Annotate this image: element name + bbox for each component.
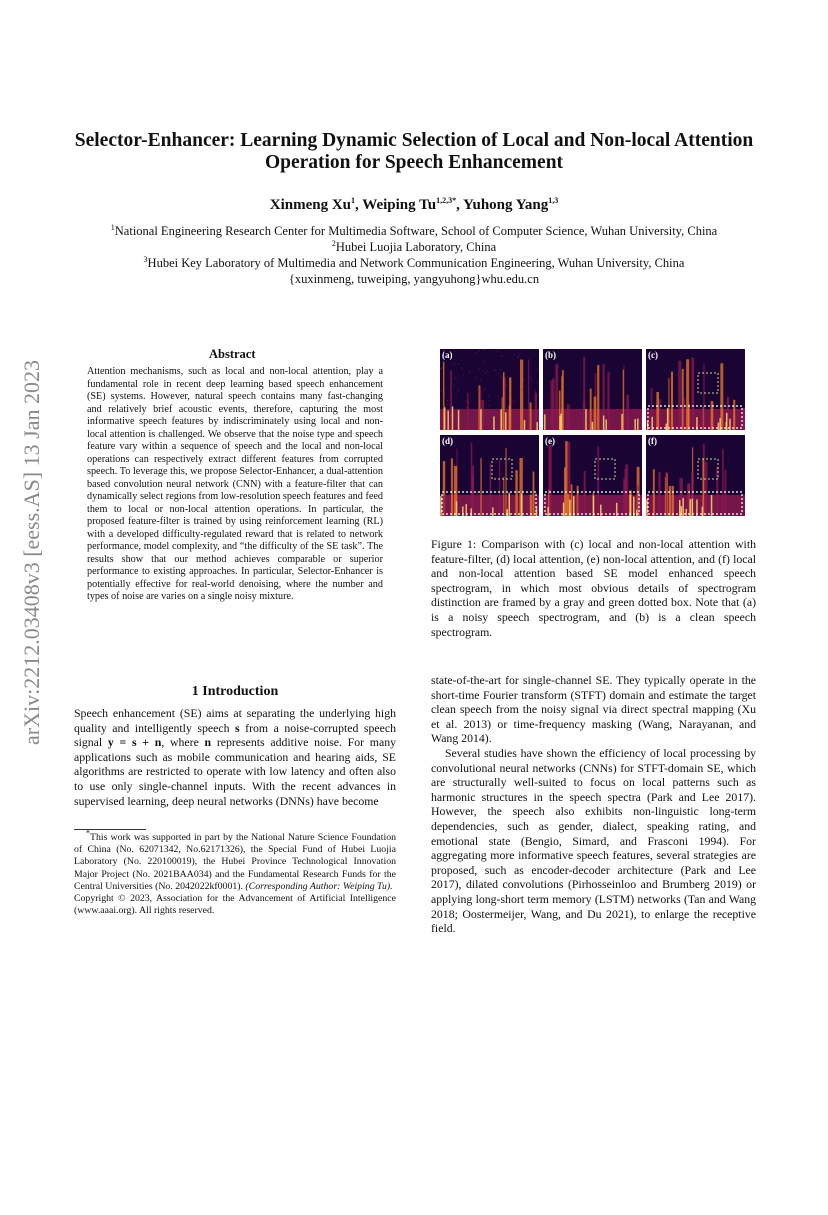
abstract-text: Attention mechanisms, such as local and non-local attention, play a fundamental role in recent deep learning based speech enhancement (SE) systems. However, natural speech contains many fast-changing and relatively brief acoustic events, therefore, capturing the most informative speech features by indiscriminately using local and non-local attention is challenged. We observe that the noise type and speech feature vary within a sequence of speech and the local and non-local operations can respectively extract different features from corrupted speech. To leverage this, we propose Selector-Enhancer, a dual-attention based convolution neural network (CNN) with a feature-filter that can dynamically select regions from low-resolution speech features and feed them to local or non-local attention operations. In particular, the proposed feature-filter is trained by using reinforcement learning (RL) with a developed difficulty-regulated reward that is related to network performance, model complexity, and “the difficulty of the SE task”. The results show that our method achieves comparable or superior performance to existing approaches. In particular, Selector-Enhancer is potentially effective for real-world denoising, where the number and types of noise are varies on a single noisy mixture. [87, 366, 383, 602]
text-run: represents additive noise. For many applications such as mobile communication and hearing aids, SE algorithms are restricted to operate with low latency and often also to use only single-channel inputs. With the recent advances in supervised learning, deep neural networks (DNNs) have become [74, 735, 396, 808]
math-var: n [204, 735, 212, 750]
footnote-rule [74, 829, 146, 830]
spectrogram-image [440, 349, 539, 430]
figure-spectrograms [440, 349, 748, 519]
intro-paragraph [74, 706, 396, 808]
footnote-mark: * [86, 828, 90, 838]
spectrogram-image [646, 435, 745, 516]
text-run: from a noise-corrupted speech signal [74, 720, 397, 750]
affil-mark: 3 [143, 254, 148, 264]
emails: {xuxinmeng, tuweiping, yangyuhong}whu.edu.cn [288, 272, 540, 286]
affiliation-line [40, 255, 788, 271]
spectrogram-panel [440, 349, 539, 430]
author-name: Weiping Tu [362, 197, 437, 213]
affil-text: Hubei Luojia Laboratory, China [335, 240, 497, 254]
copyright: Copyright © 2023, Association for the Advancement of Artificial Intelligence (www.aaai.org). All rights reserved. [74, 893, 396, 917]
panel-label: (e) [545, 436, 555, 446]
author-name: Xinmeng Xu [269, 197, 352, 213]
affil-mark: 2 [331, 238, 336, 248]
spectrogram-image [440, 435, 539, 516]
panel-label: (d) [442, 436, 453, 446]
panel-label: (f) [648, 436, 657, 446]
text-run: This work was supported in part by the National Nature Science Foundation of China (No. 62071342, No.62171326), the Special Fund of Hubei Luojia Laboratory (No. 220100019), the Hubei Province Technological Innovation Major Project (No. 2021BAA034) and the Fundamental Research Funds for the Central Universities (No. 2042022kf0001). [74, 832, 396, 892]
panel-label: (c) [648, 350, 658, 360]
panel-label: (a) [442, 350, 453, 360]
intro-paragraph-cont: state-of-the-art for single-channel SE. They typically operate in the short-time Fourier transform (STFT) domain and estimate the target clean speech from the noisy signal via direct spectral mapping (Xu et al. 2013) or time-frequency masking (Wang, Narayanan, and Wang 2014). [431, 673, 756, 746]
intro-right-column [431, 673, 756, 936]
abstract-heading: Abstract [209, 347, 256, 361]
intro-paragraph: Several studies have shown the efficiency of local processing by convolutional neural networks (CNNs) for STFT-domain SE, which are structurally well-suited to focus on local patterns such as harmonic structures in the speech spectra (Park and Lee 2017). However, the speech also exhibits non-linguistic long-term dependencies, such as gender, dialect, speaking rating, and emotional state (Bengio, Simard, and Frasconi 1994). For aggregating more informative speech features, several strategies are proposed, such as encoder-decoder architecture (Park and Lee 2017), dilated convolutions (Pirhosseinloo and Brumberg 2019) or applying long-short term memory (LSTM) networks (Tan and Wang 2018; Oostermeijer, Wang, and Du 2021), to enlarge the receptive field. [431, 745, 756, 936]
spectrogram-panel [543, 435, 642, 516]
author-affil-mark: 1,2,3* [436, 196, 457, 205]
spectrogram-panel [646, 435, 745, 516]
spectrogram-panel [440, 435, 539, 516]
arxiv-id: arXiv:2212.03408v3 [eess.AS] 13 Jan 2023 [19, 360, 44, 745]
author-affil-mark: 1 [351, 196, 356, 205]
spectrogram-image [543, 349, 642, 430]
affiliations [40, 223, 788, 287]
corresponding-author: (Corresponding Author: Weiping Tu). [245, 880, 393, 892]
affiliation-line [40, 223, 788, 239]
affiliation-line [40, 239, 788, 255]
math-var: s [235, 720, 240, 735]
section-heading: 1 Introduction [191, 684, 279, 699]
spectrogram-image [646, 349, 745, 430]
affil-mark: 1 [110, 222, 115, 232]
text-run: , where [161, 735, 205, 750]
arxiv-stamp [19, 360, 44, 1215]
math-equation: y = s + n [107, 735, 162, 750]
panel-label: (b) [545, 350, 556, 360]
spectrogram-panel [646, 349, 745, 430]
affil-text: National Engineering Research Center for Multimedia Software, School of Computer Science, Wuhan University, China [114, 224, 718, 238]
spectrogram-panel [543, 349, 642, 430]
spectrogram-image [543, 435, 642, 516]
affil-text: Hubei Key Laboratory of Multimedia and Network Communication Engineering, Wuhan University, China [147, 256, 685, 270]
text-run: Speech enhancement (SE) aims at separating the underlying high quality and intelligently speech [74, 706, 396, 735]
author-list: Xinmeng Xu$^1$, Weiping $Tu^{1,2,3*}$, Yuhong Yang$^{1,3}$ [269, 196, 559, 213]
author-affil-mark: 1,3 [548, 196, 559, 205]
figure-caption: Figure 1: Comparison with (c) local and non-local attention with feature-filter, (d) local attention, (e) non-local attention, and (f) local and non-local attention based SE model enhanced speech spectrogram, in which most obvious details of spectrogram distinction are framed by a gray and green dotted box. Note that (a) is a noisy speech spectrogram, and (b) is a clean speech spectrogram. [431, 537, 756, 639]
footnote [74, 828, 396, 917]
footnote-text [74, 828, 396, 893]
author-name: Yuhong Yang [463, 197, 549, 213]
paper-title: Selector-Enhancer: Learning Dynamic Selection of Local and Non-local Attention Operation for Speech Enhancement [74, 130, 754, 173]
